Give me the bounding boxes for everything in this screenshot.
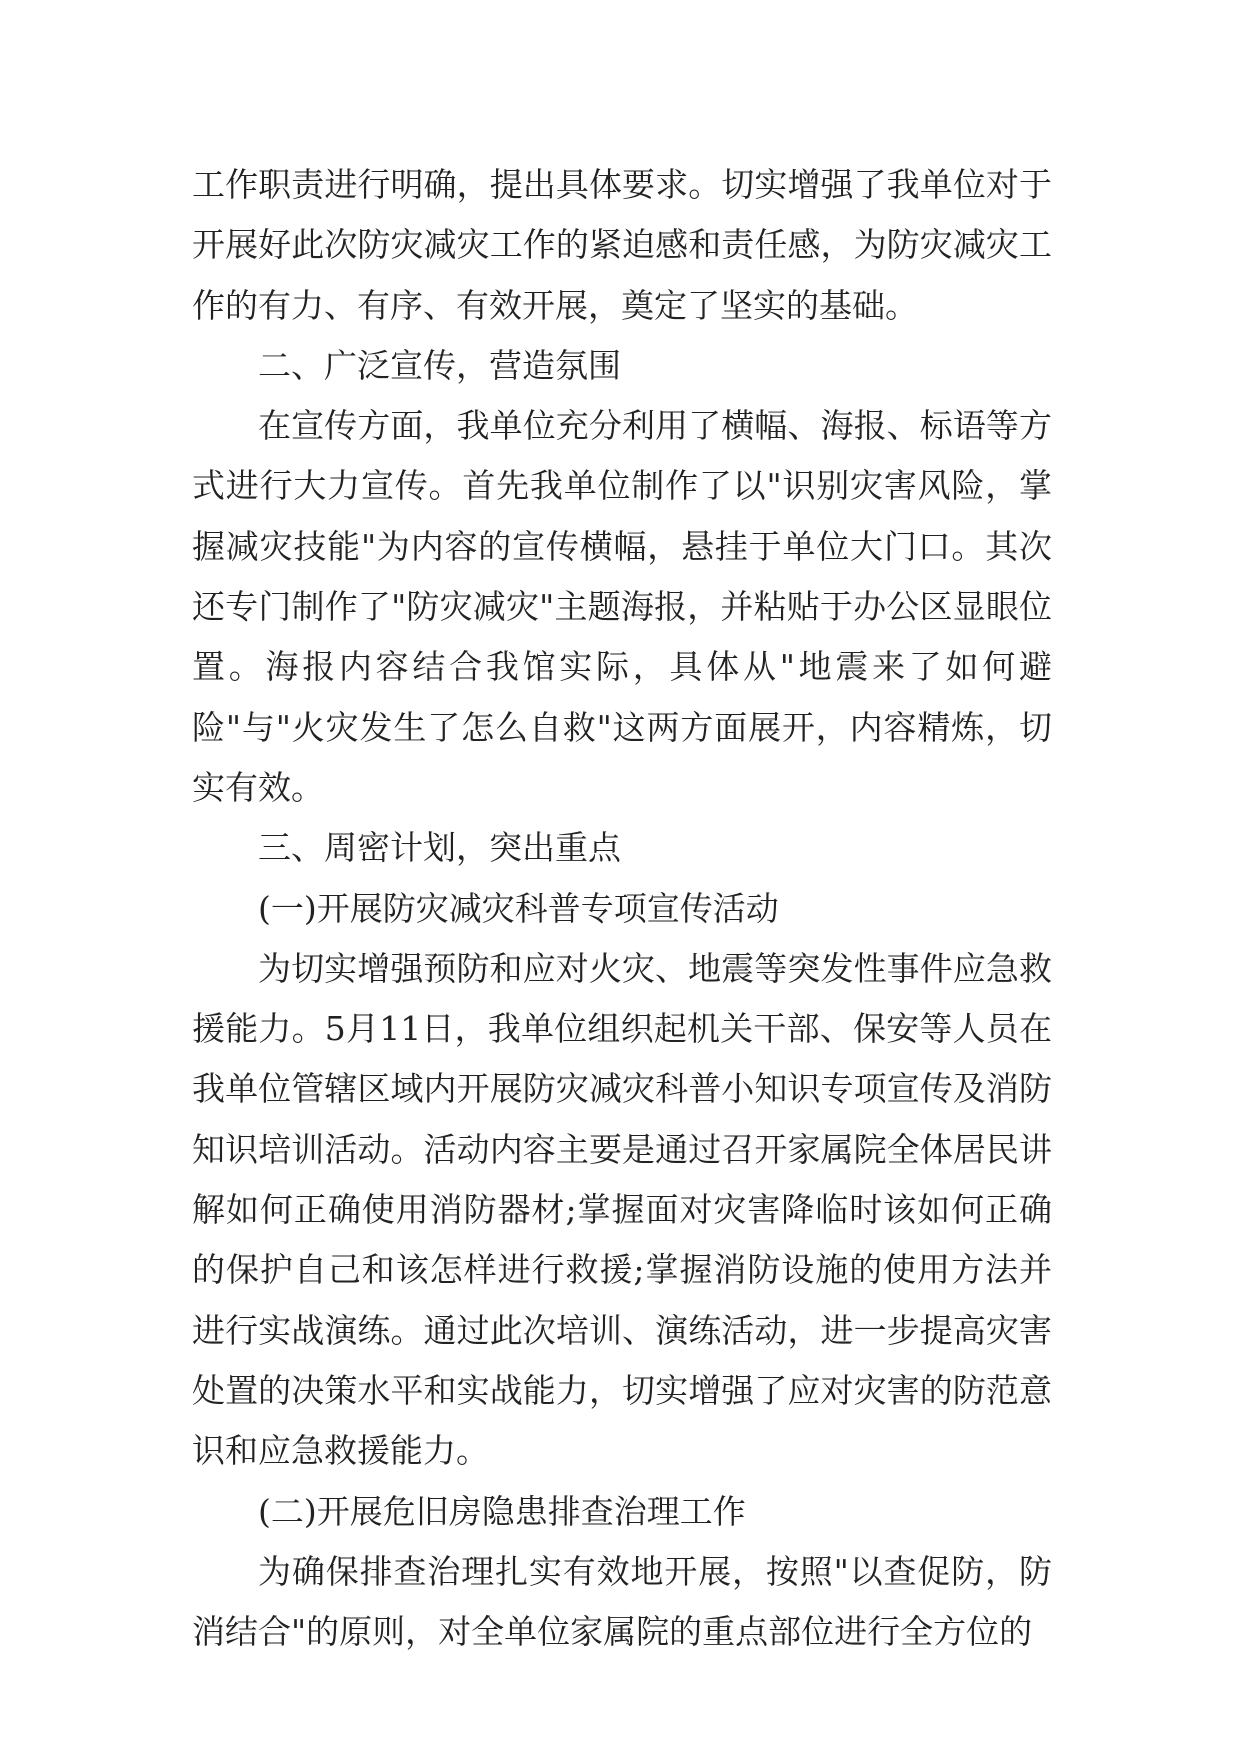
- paragraph-publicity: 在宣传方面，我单位充分利用了横幅、海报、标语等方式进行大力宣传。首先我单位制作了以"识别灾害风险，掌握减灾技能"为内容的宣传横幅，悬挂于单位大门口。其次还专门制作了"防灾减灾"主题海报，并粘贴于办公区显眼位置。海报内容结合我馆实际，具体从"地震来了如何避险"与"火灾发生了怎么自救"这两方面展开，内容精炼，切实有效。: [192, 406, 1052, 807]
- paragraph-science-campaign: 为切实增强预防和应对火灾、地震等突发性事件应急救援能力。5月11日，我单位组织起机关干部、保安等人员在我单位管辖区域内开展防灾减灾科普小知识专项宣传及消防知识培训活动。活动内容主要是通过召开家属院全体居民讲解如何正确使用消防器材;掌握面对灾害降临时该如何正确的保护自己和该怎样进行救援;掌握消防设施的使用方法并进行实战演练。通过此次培训、演练活动，进一步提高灾害处置的决策水平和实战能力，切实增强了应对灾害的防范意识和应急救援能力。: [192, 948, 1052, 1471]
- subsection-heading-housing-inspection: (二)开展危旧房隐患排查治理工作: [258, 1491, 746, 1531]
- paragraph-housing-inspection: 为确保排查治理扎实有效地开展，按照"以查促防，防消结合"的原则，对全单位家属院的重点部位进行全方位的: [192, 1551, 1052, 1652]
- section-heading-planning: 三、周密计划，突出重点: [258, 828, 621, 868]
- subsection-heading-science-campaign: (一)开展防灾减灾科普专项宣传活动: [258, 888, 779, 928]
- section-heading-publicity: 二、广泛宣传，营造氛围: [258, 345, 621, 385]
- document-body: [192, 155, 1052, 1662]
- paragraph-duties: 工作职责进行明确，提出具体要求。切实增强了我单位对于开展好此次防灾减灾工作的紧迫感和责任感，为防灾减灾工作的有力、有序、有效开展，奠定了坚实的基础。: [192, 165, 1052, 325]
